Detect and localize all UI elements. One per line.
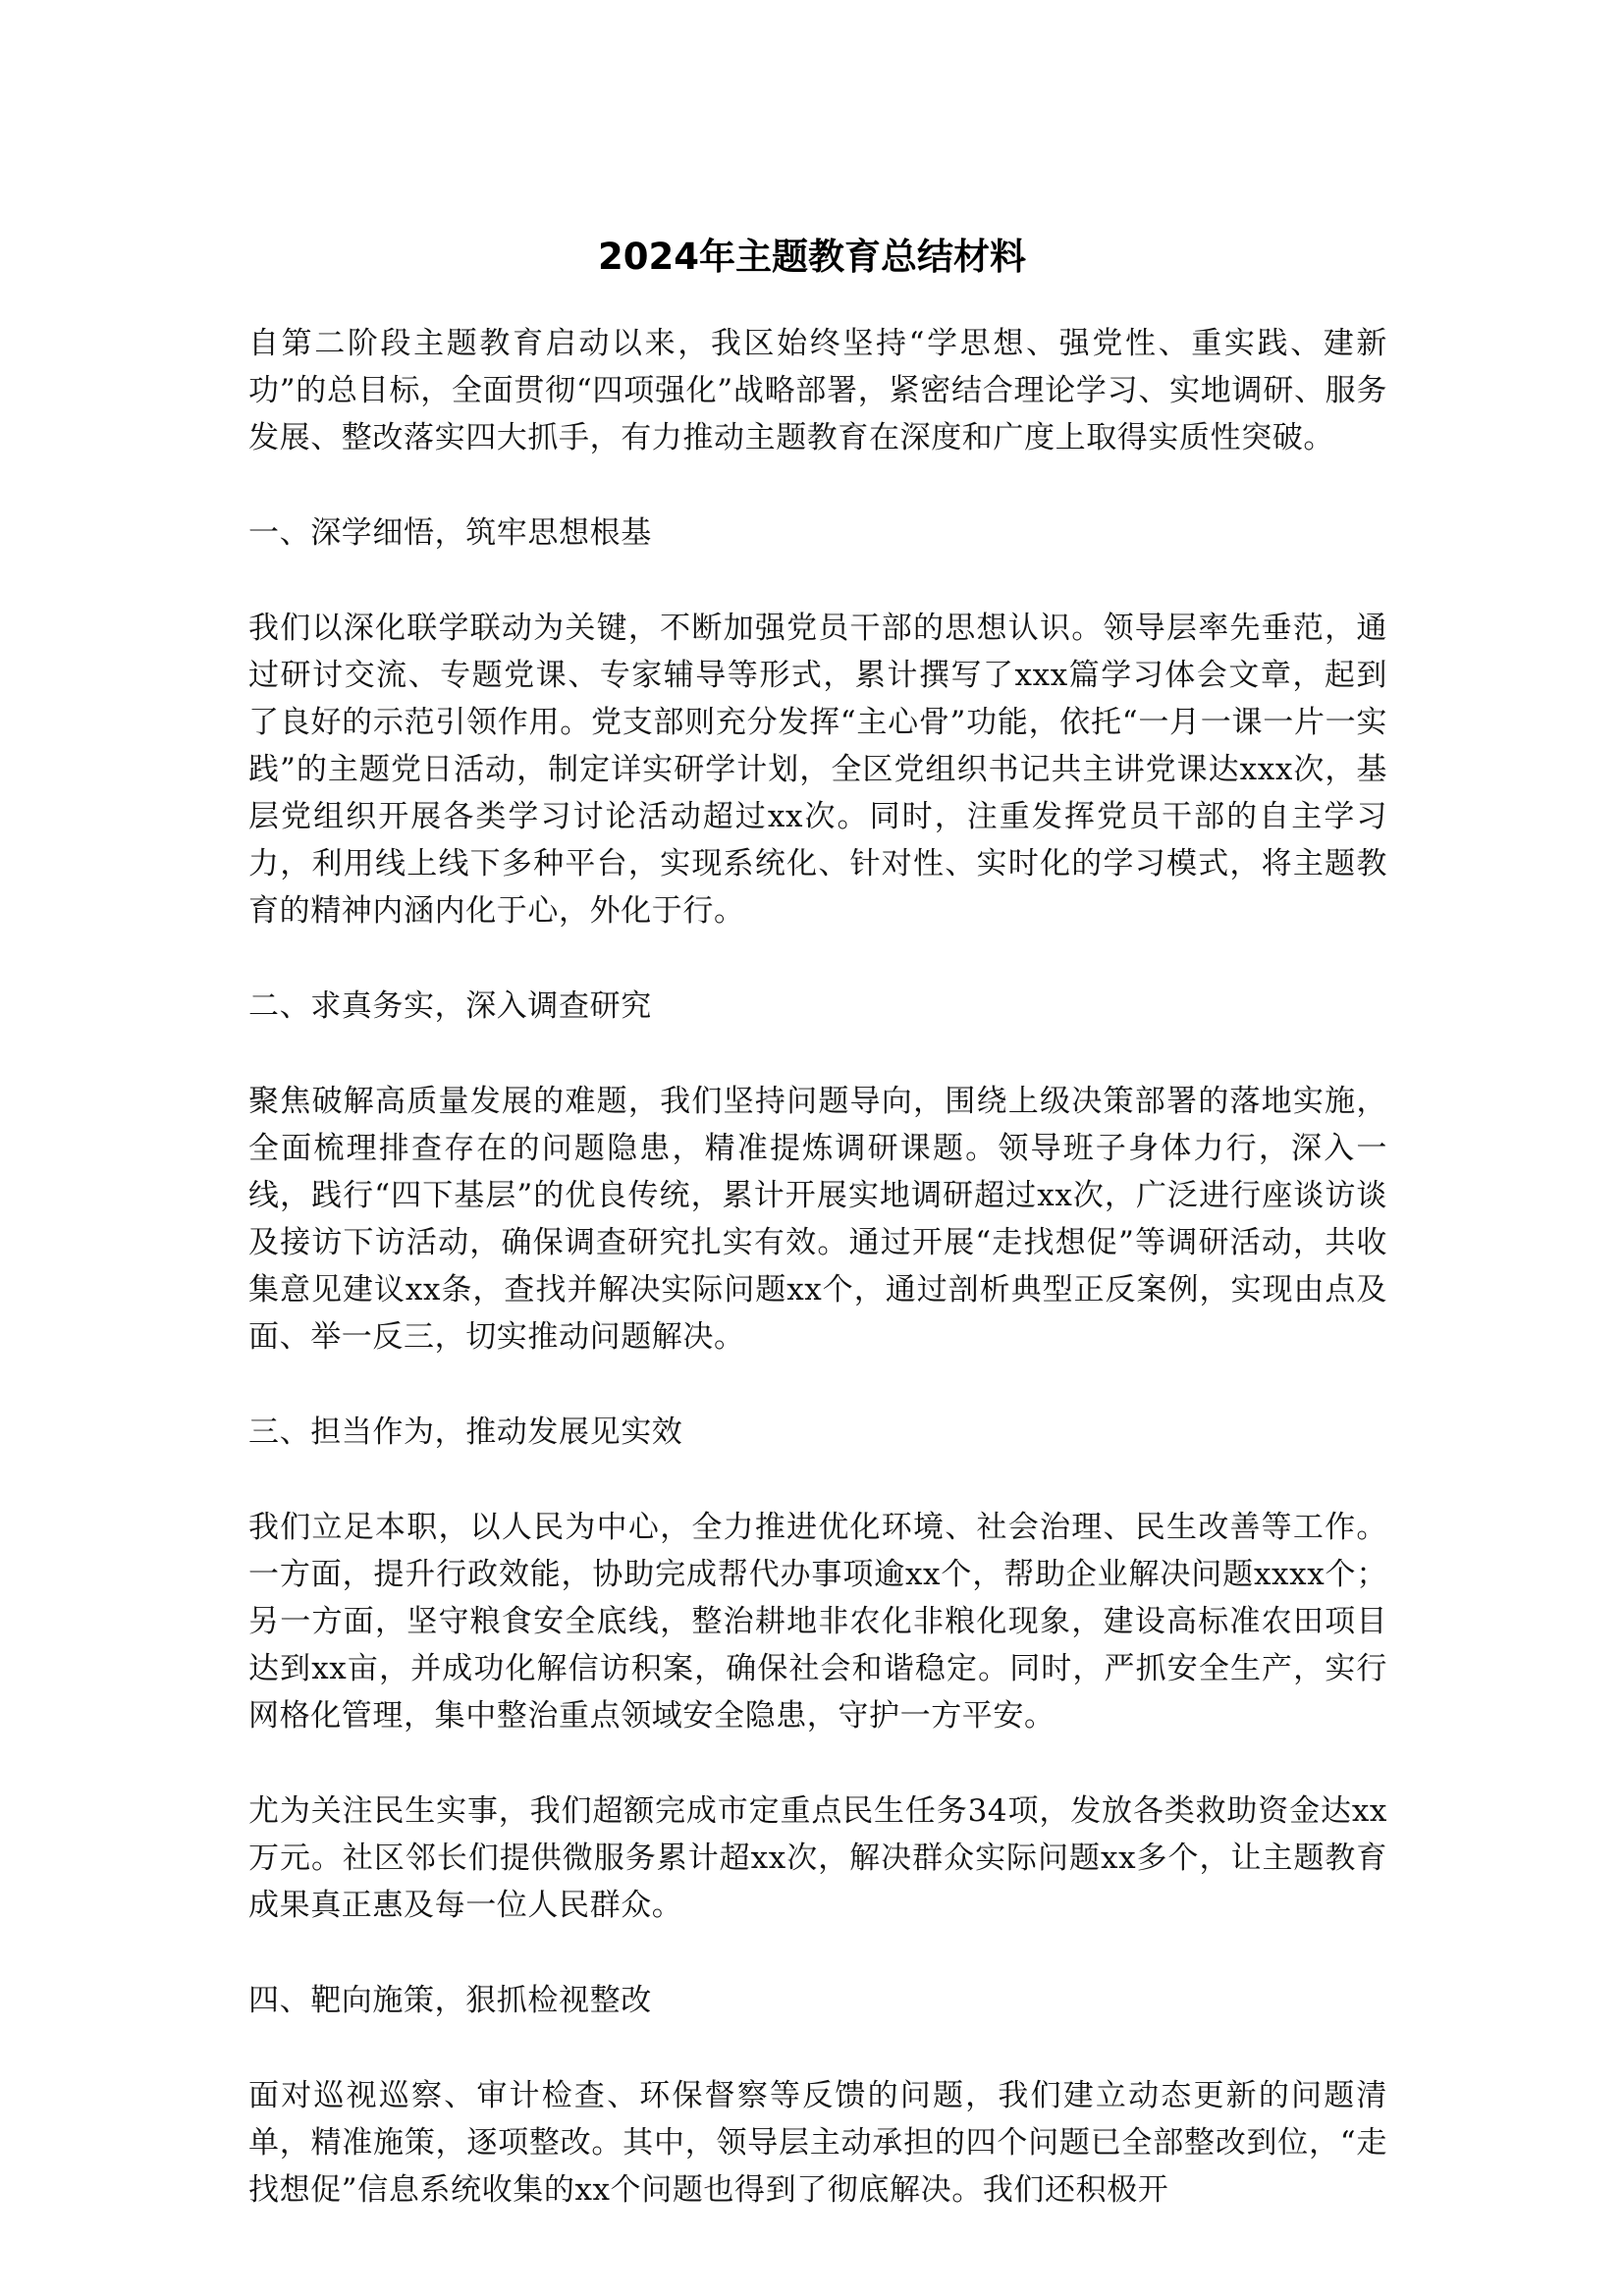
section-2-paragraph: 聚焦破解高质量发展的难题，我们坚持问题导向，围绕上级决策部署的落地实施，全面梳理排查存在的问题隐患，精准提炼调研课题。领导班子身体力行，深入一线，践行“四下基层”的优良传统，累计开展实地调研超过xx次，广泛进行座谈访谈及接访下访活动，确保调查研究扎实有效。通过开展“走找想促”等调研活动，共收集意见建议xx条，查找并解决实际问题xx个，通过剖析典型正反案例，实现由点及面、举一反三，切实推动问题解决。 [248, 1084, 1387, 1355]
intro-paragraph: 自第二阶段主题教育启动以来，我区始终坚持“学思想、强党性、重实践、建新功”的总目标，全面贯彻“四项强化”战略部署，紧密结合理论学习、实地调研、服务发展、整改落实四大抓手，有力推动主题教育在深度和广度上取得实质性突破。 [248, 326, 1387, 455]
section-2-heading: 二、求真务实，深入调查研究 [248, 988, 652, 1024]
section-3-heading: 三、担当作为，推动发展见实效 [248, 1415, 683, 1450]
section-1-paragraph: 我们以深化联学联动为关键，不断加强党员干部的思想认识。领导层率先垂范，通过研讨交流、专题党课、专家辅导等形式，累计撰写了xxx篇学习体会文章，起到了良好的示范引领作用。党支部则充分发挥“主心骨”功能，依托“一月一课一片一实践”的主题党日活动，制定详实研学计划，全区党组织书记共主讲党课达xxx次，基层党组织开展各类学习讨论活动超过xx次。同时，注重发挥党员干部的自主学习力，利用线上线下多种平台，实现系统化、针对性、实时化的学习模式，将主题教育的精神内涵内化于心，外化于行。 [248, 611, 1387, 929]
section-4-paragraph: 面对巡视巡察、审计检查、环保督察等反馈的问题，我们建立动态更新的问题清单，精准施策，逐项整改。其中，领导层主动承担的四个问题已全部整改到位，“走找想促”信息系统收集的xx个问题也得到了彻底解决。我们还积极开 [248, 2078, 1387, 2208]
section-1-heading: 一、深学细悟，筑牢思想根基 [248, 515, 652, 551]
section-3-paragraph-2: 尤为关注民生实事，我们超额完成市定重点民生任务34项，发放各类救助资金达xx万元。社区邻长们提供微服务累计超xx次，解决群众实际问题xx多个，让主题教育成果真正惠及每一位人民群众。 [248, 1793, 1387, 1923]
document-title: 2024年主题教育总结材料 [598, 236, 1026, 278]
section-4-heading: 四、靶向施策，狠抓检视整改 [248, 1983, 652, 2018]
document-body [248, 320, 1387, 2262]
section-3-paragraph: 我们立足本职，以人民为中心，全力推进优化环境、社会治理、民生改善等工作。一方面，提升行政效能，协助完成帮代办事项逾xx个，帮助企业解决问题xxxx个；另一方面，坚守粮食安全底线，整治耕地非农化非粮化现象，建设高标准农田项目达到xx亩，并成功化解信访积案，确保社会和谐稳定。同时，严抓安全生产，实行网格化管理，集中整治重点领域安全隐患，守护一方平安。 [248, 1510, 1387, 1734]
